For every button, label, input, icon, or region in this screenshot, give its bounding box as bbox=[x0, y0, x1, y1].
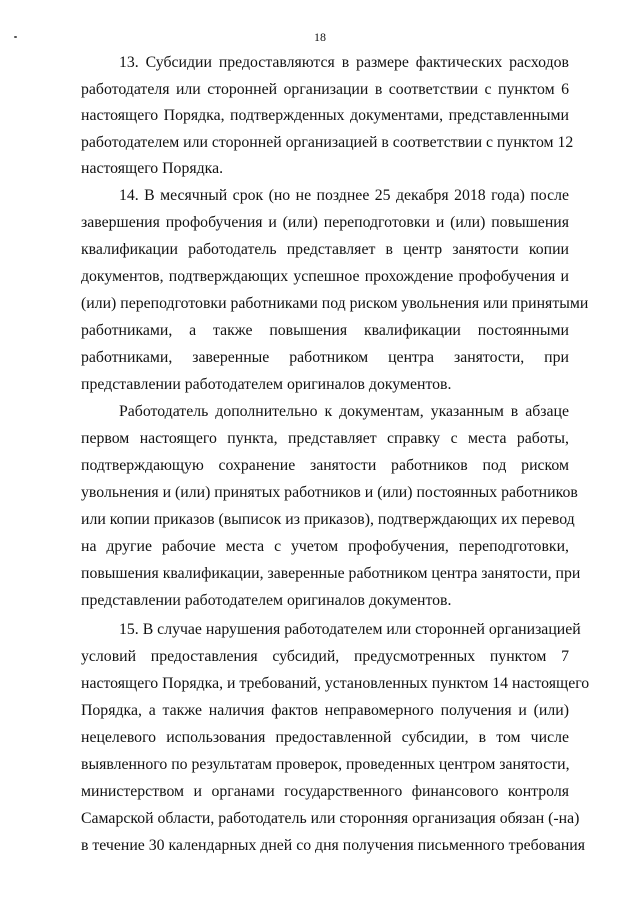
text-line: Работодатель дополнительно к документам, указанным в абзаце bbox=[119, 403, 569, 420]
text-line: представлении работодателем оригиналов документов. bbox=[81, 592, 452, 609]
text-line: (или) переподготовки работниками под риском увольнения или принятыми bbox=[81, 295, 589, 312]
page-number: 18 bbox=[314, 30, 326, 44]
text-line: нецелевого использования предоставленной субсидии, в том числе bbox=[81, 729, 569, 746]
text-line: министерством и органами государственного финансового контроля bbox=[81, 783, 569, 800]
text-line: 13. Субсидии предоставляются в размере фактических расходов bbox=[119, 54, 569, 71]
text-line: 14. В месячный срок (но не позднее 25 декабря 2018 года) после bbox=[119, 187, 569, 204]
text-line: на другие рабочие места с учетом профобучения, переподготовки, bbox=[81, 538, 569, 555]
text-line: представлении работодателем оригиналов документов. bbox=[81, 376, 452, 393]
text-line: документов, подтверждающих успешное прохождение профобучения и bbox=[81, 268, 569, 285]
text-line: настоящего Порядка. bbox=[81, 160, 224, 177]
text-line: условий предоставления субсидий, предусмотренных пунктом 7 bbox=[81, 648, 569, 665]
scan-speck bbox=[14, 36, 17, 38]
text-line: выявленного по результатам проверок, проведенных центром занятости, bbox=[81, 756, 570, 773]
text-line: первом настоящего пункта, представляет справку с места работы, bbox=[81, 430, 569, 447]
text-line: повышения квалификации, заверенные работником центра занятости, при bbox=[81, 565, 581, 582]
text-line: 15. В случае нарушения работодателем или сторонней организацией bbox=[119, 621, 581, 638]
text-line: работодателя или сторонней организации в соответствии с пунктом 6 bbox=[81, 81, 569, 98]
text-line: настоящего Порядка, и требований, установленных пунктом 14 настоящего bbox=[81, 675, 590, 692]
text-line: настоящего Порядка, подтвержденных документами, представленными bbox=[81, 107, 569, 124]
text-line: работодателем или сторонней организацией в соответствии с пунктом 12 bbox=[81, 134, 574, 151]
text-line: в течение 30 календарных дней со дня получения письменного требования bbox=[81, 837, 586, 854]
text-line: или копии приказов (выписок из приказов), подтверждающих их перевод bbox=[81, 511, 575, 528]
text-line: Порядка, а также наличия фактов неправомерного получения и (или) bbox=[81, 702, 569, 719]
text-line: подтверждающую сохранение занятости работников под риском bbox=[81, 457, 569, 474]
text-line: увольнения и (или) принятых работников и (или) постоянных работников bbox=[81, 484, 578, 501]
text-line: работниками, заверенные работником центра занятости, при bbox=[81, 349, 569, 366]
text-line: квалификации работодатель представляет в центр занятости копии bbox=[81, 241, 569, 258]
text-line: работниками, а также повышения квалификации постоянными bbox=[81, 322, 569, 339]
text-line: Самарской области, работодатель или сторонняя организация обязан (-на) bbox=[81, 810, 580, 827]
text-line: завершения профобучения и (или) переподготовки и (или) повышения bbox=[81, 214, 569, 231]
